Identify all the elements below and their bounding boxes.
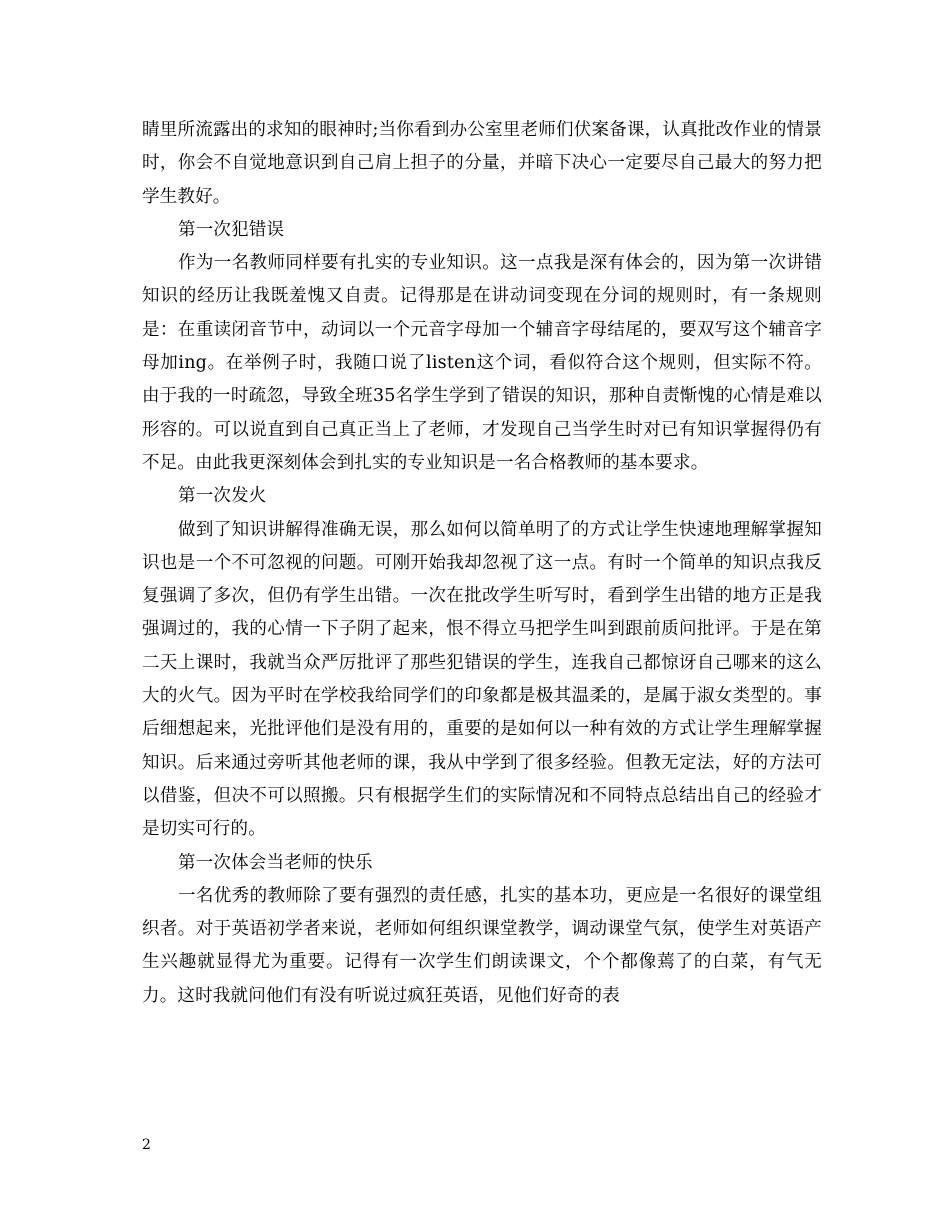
- paragraph-first-anger: 做到了知识讲解得准确无误，那么如何以简单明了的方式让学生快速地理解掌握知识也是一个不可忽视的问题。可刚开始我却忽视了这一点。有时一个简单的知识点我反复强调了多次，但仍有学生出错。一次在批改学生听写时，看到学生出错的地方正是我强调过的，我的心情一下子阴了起来，恨不得立马把学生叫到跟前质问批评。于是在第二天上课时，我就当众严厉批评了那些犯错误的学生，连我自己都惊讶自己哪来的这么大的火气。因为平时在学校我给同学们的印象都是极其温柔的，是属于淑女类型的。事后细想起来，光批评他们是没有用的，重要的是如何以一种有效的方式让学生理解掌握知识。后来通过旁听其他老师的课，我从中学到了很多经验。但教无定法，好的方法可以借鉴，但决不可以照搬。只有根据学生们的实际情况和不同特点总结出自己的经验才是切实可行的。: [142, 519, 822, 840]
- section-heading-first-mistake: 第一次犯错误: [178, 219, 285, 240]
- document-body: [142, 114, 822, 1013]
- paragraph-first-joy: 一名优秀的教师除了要有强烈的责任感，扎实的基本功，更应是一名很好的课堂组织者。对于英语初学者来说，老师如何组织课堂教学，调动课堂气氛，使学生对英语产生兴趣就显得尤为重要。记得有一次学生们朗读课文，个个都像蔫了的白菜，有气无力。这时我就问他们有没有听说过疯狂英语，见他们好奇的表: [142, 885, 822, 1006]
- section-heading-first-anger: 第一次发火: [178, 486, 267, 507]
- paragraph-first-mistake: 作为一名教师同样要有扎实的专业知识。这一点我是深有体会的，因为第一次讲错知识的经历让我既羞愧又自责。记得那是在讲动词变现在分词的规则时，有一条规则是：在重读闭音节中，动词以一个元音字母加一个辅音字母结尾的，要双写这个辅音字母加ing。在举例子时，我随口说了listen这个词，看似符合这个规则，但实际不符。由于我的一时疏忽，导致全班35名学生学到了错误的知识，那种自责惭愧的心情是难以形容的。可以说直到自己真正当上了老师，才发现自己当学生时对已有知识掌握得仍有不足。由此我更深刻体会到扎实的专业知识是一名合格教师的基本要求。: [142, 253, 822, 473]
- paragraph-continuation: 睛里所流露出的求知的眼神时;当你看到办公室里老师们伏案备课，认真批改作业的情景时，你会不自觉地意识到自己肩上担子的分量，并暗下决心一定要尽自己最大的努力把学生教好。: [142, 120, 822, 207]
- section-heading-first-joy: 第一次体会当老师的快乐: [178, 852, 373, 873]
- page-number: 2: [142, 1137, 151, 1153]
